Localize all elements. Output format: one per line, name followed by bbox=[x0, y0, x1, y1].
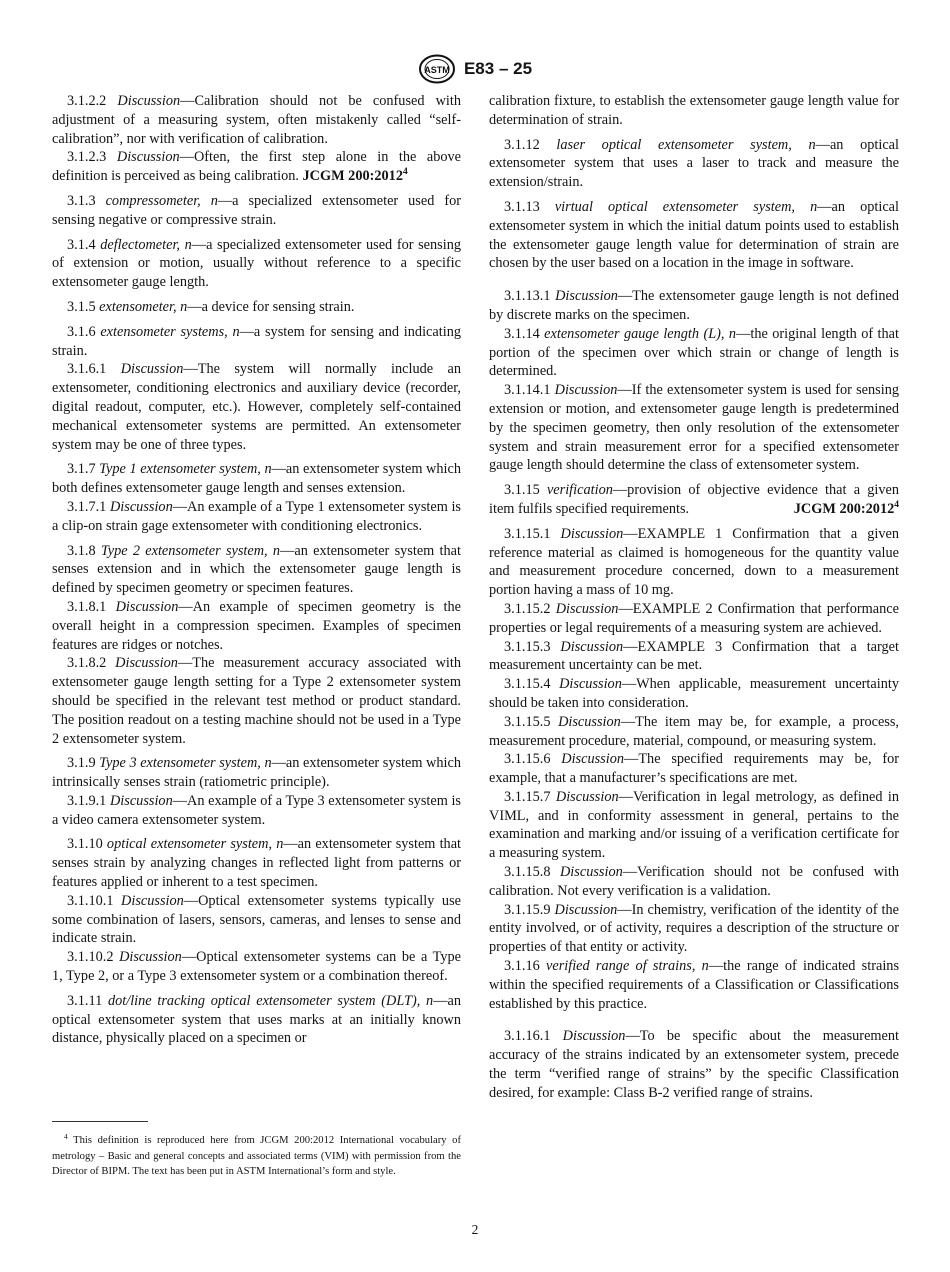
paragraph: 3.1.7 Type 1 extensometer system, n—an extensometer system which both defines extensometer gauge length and senses extension. bbox=[52, 461, 461, 497]
paragraph: 3.1.15.9 Discussion—In chemistry, verification of the identity of the entity involved, or of activity, requires a description of the structure or properties of that entity or activity. bbox=[489, 901, 899, 956]
paragraph: 3.1.6 extensometer systems, n—a system for sensing and indicating strain. bbox=[52, 323, 461, 359]
footnote-text: This definition is reproduced here from JCGM 200:2012 International vocabulary of metrology – Basic and general concepts and associated terms (VIM) with permission from the Director of BIPM. The text has been put in ASTM International’s form and style. bbox=[52, 1135, 461, 1177]
paragraph: 3.1.15 verification—provision of objective evidence that a given item fulfils specified requirements. JCGM 200:2012$^4$ bbox=[489, 482, 899, 517]
footnote bbox=[52, 1133, 461, 1180]
paragraph: 3.1.15.2 Discussion—EXAMPLE 2 Confirmation that performance properties or legal requirements of a measuring system are achieved. bbox=[489, 600, 899, 636]
right-column bbox=[489, 92, 899, 1103]
paragraph: 3.1.4 deflectometer, n—a specialized extensometer used for sensing of extension or motion, usually without reference to a specific extensometer gauge length. bbox=[52, 236, 461, 291]
paragraph: 3.1.10.2 Discussion—Optical extensometer systems can be a Type 1, Type 2, or a Type 3 extensometer system or a combination thereof. bbox=[52, 949, 461, 985]
paragraph: 3.1.8.1 Discussion—An example of specimen geometry is the overall height in a compression specimen. Examples of specimen features are ridges or notches. bbox=[52, 598, 461, 653]
reference: JCGM 200:2012 bbox=[793, 500, 895, 517]
page-header bbox=[0, 54, 950, 84]
paragraph: 3.1.12 laser optical extensometer system, n—an optical extensometer system that uses a laser to track and measure the extension/strain. bbox=[489, 136, 899, 191]
paragraph: 3.1.14 extensometer gauge length (L), n—the original length of that portion of the specimen over which strain or change of length is determined. bbox=[489, 325, 899, 380]
paragraph: 3.1.2.3 Discussion—Often, the first step alone in the above definition is perceived as being calibration. JCGM 200:2012$^4$ bbox=[52, 149, 462, 185]
paragraph: 3.1.3 compressometer, n—a specialized extensometer used for sensing negative or compressive strain. bbox=[52, 192, 462, 228]
paragraph: 3.1.16.1 Discussion—To be specific about the measurement accuracy of the strains indicated by an extensometer system, precede the term “verified range of strains” by the specific Classification desired, for example: Class B-2 verified range of strains. bbox=[489, 1028, 899, 1101]
paragraph: 3.1.16 verified range of strains, n—the range of indicated strains within the specified requirements of a Classification or Classifications established by this practice. bbox=[489, 958, 900, 1012]
paragraph: 3.1.10 optical extensometer system, n—an extensometer system that senses strain by analyzing changes in reflected light from patterns or features applied or inherent to a test specimen. bbox=[52, 836, 462, 891]
left-column bbox=[52, 92, 461, 1048]
paragraph: 3.1.15.8 Discussion—Verification should not be confused with calibration. Not every verification is a validation. bbox=[489, 864, 899, 899]
paragraph: 3.1.11 dot/line tracking optical extensometer system (DLT), n—an optical extensometer system that uses marks at an initially known distance, physically placed on a specimen or bbox=[52, 992, 461, 1047]
paragraph: 3.1.15.3 Discussion—EXAMPLE 3 Confirmation that a target measurement uncertainty can be met. bbox=[489, 638, 899, 674]
paragraph: 3.1.8.2 Discussion—The measurement accuracy associated with extensometer gauge length setting for a Type 2 extensometer system should be specified in the relevant test method or product standard. The position readout on a testing machine should not be used in a Type 2 extensometer system. bbox=[52, 655, 461, 747]
astm-logo-text: ASTM bbox=[424, 65, 450, 75]
paragraph: 3.1.6.1 Discussion—The system will normally include an extensometer, conditioning electronics and auxiliary device (recorder, digital readout, computer, etc.). However, completely self-contained mechanical extensometer systems are permitted. An extensometer system may be one of three types. bbox=[52, 361, 461, 453]
astm-logo-icon bbox=[418, 54, 456, 84]
paragraph: 3.1.14.1 Discussion—If the extensometer system is used for sensing extension or motion, and extensometer gauge length is predetermined by the specimen geometry, then only resolution of the extensometer system and strain measurement error for a specified extensometer gauge length should determine the class of extensometer system. bbox=[489, 382, 899, 474]
paragraph: 3.1.15.4 Discussion—When applicable, measurement uncertainty should be taken into consideration. bbox=[489, 676, 899, 711]
paragraph: 3.1.15.7 Discussion—Verification in legal metrology, as defined in VIML, and in conformity assessment in general, pertains to the examination and marking and/or issuing of a verification certificate for a measuring system. bbox=[489, 788, 899, 862]
paragraph: 3.1.7.1 Discussion—An example of a Type 1 extensometer system is a clip-on strain gage extensometer with conditioning electronics. bbox=[52, 498, 462, 534]
paragraph: 3.1.13.1 Discussion—The extensometer gauge length is not defined by discrete marks on the specimen. bbox=[489, 288, 899, 323]
document-id: E83 – 25 bbox=[463, 59, 533, 78]
paragraph: 3.1.15.5 Discussion—The item may be, for example, a process, measurement procedure, material, compound, or measuring system. bbox=[489, 713, 900, 749]
footnote-marker: 4 bbox=[402, 167, 408, 178]
paragraph: 3.1.9.1 Discussion—An example of a Type 3 extensometer system is a video camera extensometer system. bbox=[52, 792, 462, 828]
paragraph: 3.1.9 Type 3 extensometer system, n—an extensometer system which intrinsically senses strain (ratiometric principle). bbox=[52, 755, 461, 791]
paragraph: 3.1.2.2 Discussion—Calibration should not be confused with adjustment of a measuring system, often mistakenly called “self-calibration”, nor with verification of calibration. bbox=[52, 93, 461, 147]
paragraph: 3.1.5 extensometer, n—a device for sensing strain. bbox=[67, 298, 355, 315]
paragraph: 3.1.15.6 Discussion—The specified requirements may be, for example, that a manufacturer’s specifications are met. bbox=[489, 751, 900, 787]
paragraph: 3.1.8 Type 2 extensometer system, n—an extensometer system that senses extension and in which the extensometer gauge length is defined by specimen geometry or specimen features. bbox=[52, 542, 461, 597]
footnote-marker: 4 bbox=[894, 499, 899, 510]
footnote-divider bbox=[52, 1121, 148, 1122]
footnote-number: 4 bbox=[64, 1132, 68, 1141]
paragraph: 3.1.10.1 Discussion—Optical extensometer systems typically use some combination of lasers, sensors, cameras, and lenses to sense and indicate strain. bbox=[52, 892, 461, 947]
paragraph: 3.1.13 virtual optical extensometer system, n—an optical extensometer system in which the initial datum points used to establish the extensometer gauge length value for determination of strain are chosen by the user based on a location in the image in software. bbox=[489, 198, 899, 272]
paragraph: 3.1.15.1 Discussion—EXAMPLE 1 Confirmation that a given reference material as claimed is homogeneous for the quantity value and measurement procedure concerned, down to a measurement portion having a mass of 10 mg. bbox=[489, 525, 899, 599]
page-number: 2 bbox=[471, 1222, 479, 1237]
reference: JCGM 200:2012 bbox=[302, 168, 403, 185]
paragraph-continued: calibration fixture, to establish the extensometer gauge length value for determination of strain. bbox=[489, 93, 899, 128]
